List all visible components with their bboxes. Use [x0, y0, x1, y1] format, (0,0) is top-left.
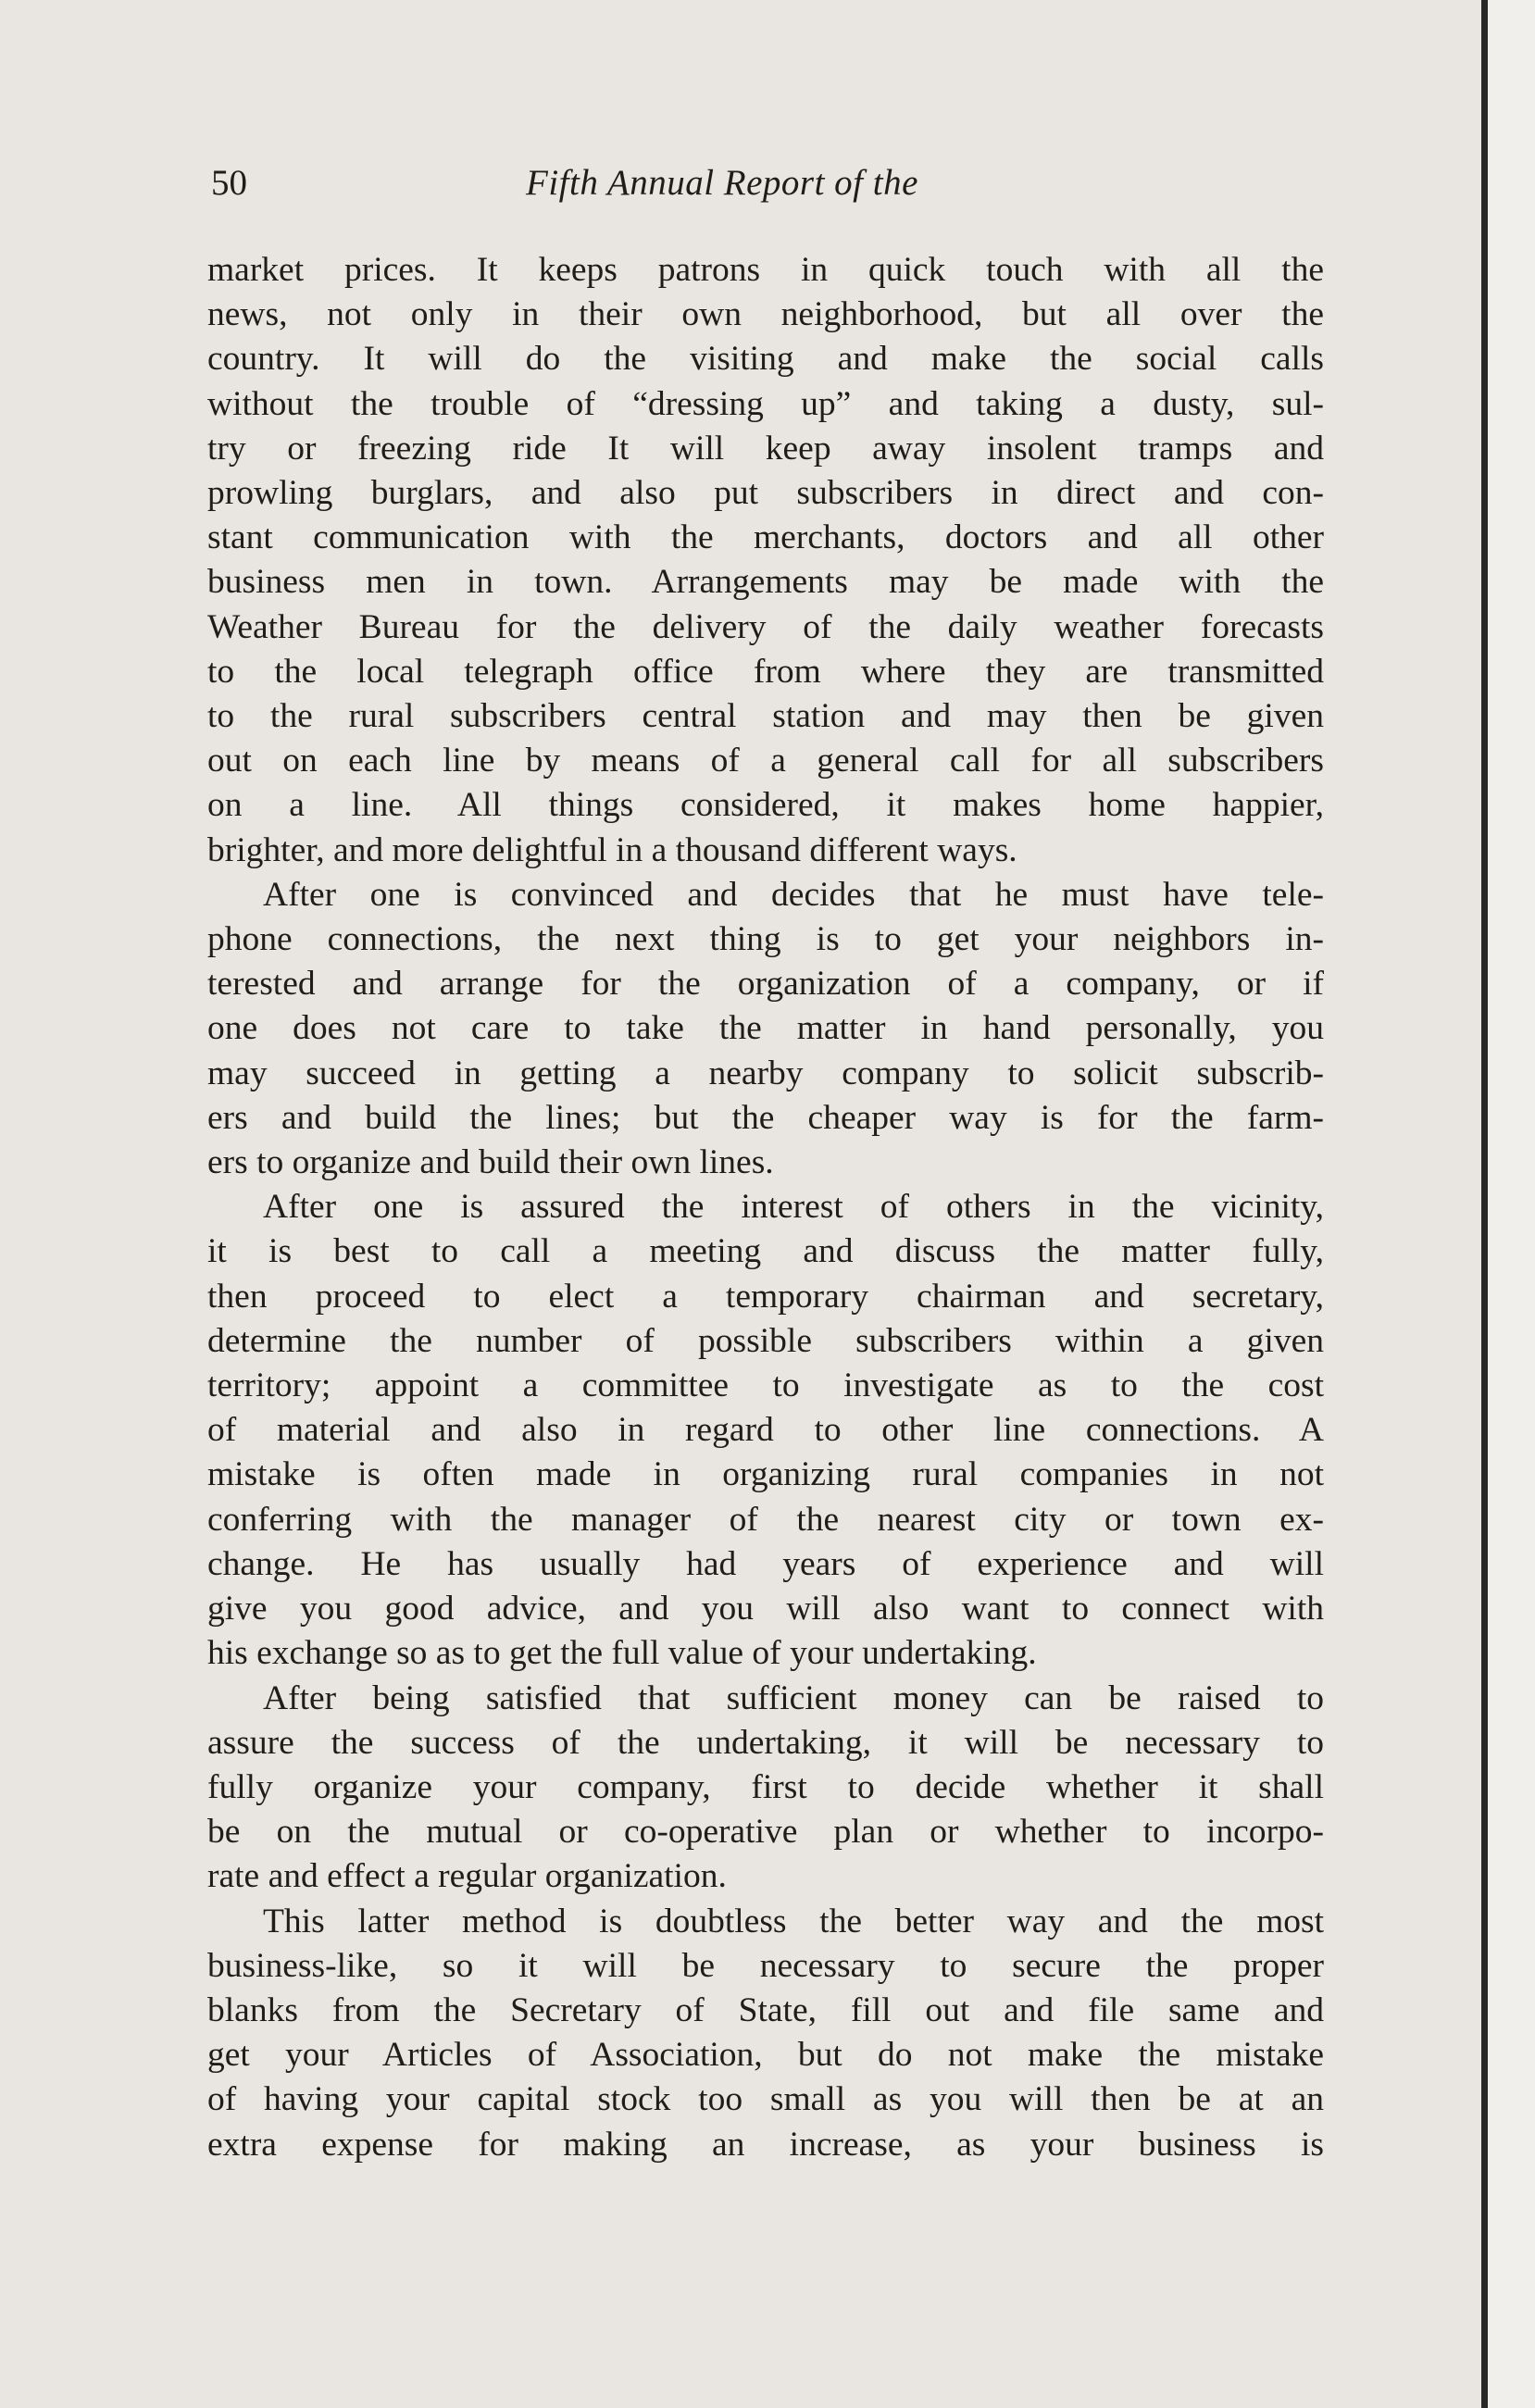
text-line: out on each line by means of a general call for all subscribers	[207, 742, 1324, 780]
text-line: to the local telegraph office from where they are transmitted	[207, 652, 1324, 691]
text-line: market prices. It keeps patrons in quick touch with all the	[207, 251, 1324, 289]
text-line: business men in town. Arrangements may be made with the	[207, 563, 1324, 602]
text-line: country. It will do the visiting and make the social calls	[207, 340, 1324, 379]
text-line: After one is convinced and decides that he must have tele-	[263, 875, 1324, 914]
page-header	[211, 156, 1320, 211]
text-line: prowling burglars, and also put subscribers in direct and con-	[207, 474, 1324, 513]
text-line: his exchange so as to get the full value of your undertaking.	[207, 1634, 1037, 1673]
text-line: be on the mutual or co-operative plan or whether to incorpo-	[207, 1813, 1324, 1852]
text-line: This latter method is doubtless the better way and the most	[263, 1902, 1324, 1940]
running-title: Fifth Annual Report of the	[526, 163, 918, 203]
text-line: give you good advice, and you will also want to connect with	[207, 1590, 1324, 1628]
text-line: After being satisfied that sufficient money can be raised to	[263, 1678, 1324, 1717]
text-line: assure the success of the undertaking, it will be necessary to	[207, 1723, 1324, 1762]
scan-margin	[1488, 0, 1535, 2408]
text-line: one does not care to take the matter in hand personally, you	[207, 1009, 1324, 1048]
text-line: extra expense for making an increase, as your business is	[207, 2125, 1324, 2164]
text-line: Weather Bureau for the delivery of the daily weather forecasts	[207, 607, 1324, 646]
text-line: try or freezing ride It will keep away insolent tramps and	[207, 429, 1324, 468]
text-line: After one is assured the interest of others in the vicinity,	[263, 1188, 1324, 1227]
text-line: rate and effect a regular organization.	[207, 1857, 727, 1896]
text-line: it is best to call a meeting and discuss the matter fully,	[207, 1232, 1324, 1271]
body-text	[207, 248, 1324, 2167]
text-line: conferring with the manager of the nearest city or town ex-	[207, 1500, 1324, 1539]
text-line: territory; appoint a committee to investigate as to the cost	[207, 1366, 1324, 1405]
text-line: then proceed to elect a temporary chairman and secretary,	[207, 1277, 1324, 1316]
text-line: without the trouble of “dressing up” and taking a dusty, sul-	[207, 384, 1324, 423]
text-line: to the rural subscribers central station and may then be given	[207, 697, 1324, 736]
text-line: determine the number of possible subscribers within a given	[207, 1321, 1324, 1360]
text-line: may succeed in getting a nearby company to solicit subscrib-	[207, 1054, 1324, 1092]
text-line: get your Articles of Association, but do not make the mistake	[207, 2036, 1324, 2075]
text-line: terested and arrange for the organization of a company, or if	[207, 965, 1324, 1004]
text-line: ers and build the lines; but the cheaper way is for the farm-	[207, 1098, 1324, 1137]
text-line: stant communication with the merchants, doctors and all other	[207, 518, 1324, 557]
text-line: fully organize your company, first to decide whether it shall	[207, 1767, 1324, 1806]
text-line: change. He has usually had years of experience and will	[207, 1544, 1324, 1583]
text-line: on a line. All things considered, it makes home happier,	[207, 786, 1324, 825]
page-number: 50	[211, 163, 247, 203]
text-line: mistake is often made in organizing rural companies in not	[207, 1455, 1324, 1494]
text-line: phone connections, the next thing is to get your neighbors in-	[207, 920, 1324, 959]
text-line: business-like, so it will be necessary to secure the proper	[207, 1946, 1324, 1985]
text-line: news, not only in their own neighborhood, but all over the	[207, 295, 1324, 334]
page-edge-shadow	[1481, 0, 1488, 2408]
text-line: of material and also in regard to other line connections. A	[207, 1411, 1324, 1450]
text-line: brighter, and more delightful in a thousand different ways.	[207, 830, 1017, 869]
text-line: ers to organize and build their own lines.	[207, 1143, 774, 1182]
text-line: of having your capital stock too small as you will then be at an	[207, 2080, 1324, 2119]
text-line: blanks from the Secretary of State, fill out and file same and	[207, 1990, 1324, 2029]
